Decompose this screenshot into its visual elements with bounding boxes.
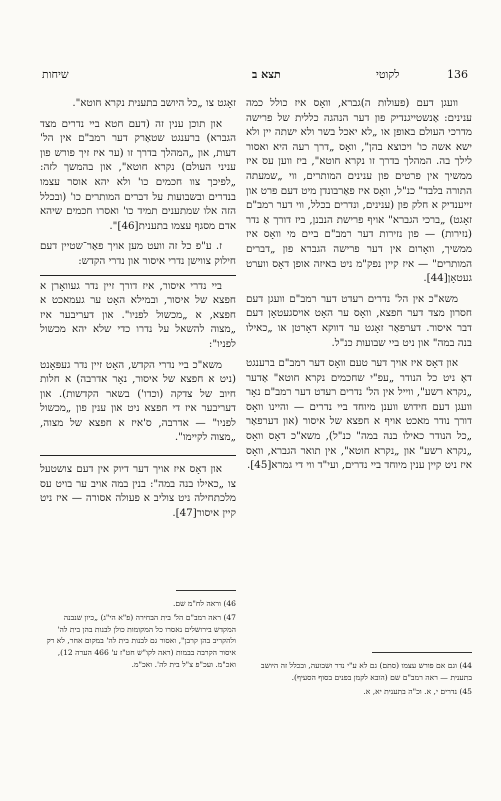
running-head-title: תצא ב <box>252 68 281 81</box>
footnote: 47) ראה רמב"ם הל' בית הבחירה (פ"א הי"ג) „כיון שנבנה המקדש בירושלים נאסרו כל המקומות כולן לבנות בהן בית לה' ולהקריב בהן קרבן", ואסור גם לבנות בית לה' במקום אחר, לא רק איסור הקרבה בבמות (ראה לקו"ש חט"ז ע' 466 הערה 12), ואכ"מ. ועכ"פ צ"ל בית לה'. ואכ"מ. <box>46 612 236 669</box>
right-paragraph: משא"כ אין הל' נדרים רעדט דער רמב"ם וועגן דעם חסרון מצד דער חפצא, וואָס ער האָט אויסגעטאָן דעם דבר איסור. דערפאַר זאָגט ער דווקא דאָרטן או „כאילו בנה במה" און ניט ביי שבועות כנ"ל. <box>246 292 472 349</box>
right-paragraph: און דאָס איז אויך דער טעם וואָס דער רמב"ם ברענגט דאָ ניט כל הנודר „עפ"י שחכמים נקרא חוטא" אַדער „נקרא רשע", ווייל אין הל' נדרים רעדט דער רמב"ם נאָר וועגן דעם חידוש ווענן מיוחד ביי נדרים — והיינו וואָס דורך נודר מאכט אויף א חפצא של איסור (און דערפאַר „כל הנודר כאילו בנה במה" כנ"ל), משא"כ דאָס וואָס „נקרא רשע" און „נקרא חוטא", אין תואר הגברא, וואָס איז ניט קיין ענין מיוחד ביי נדרים, ועי"ד ווי די גמרא[45]. <box>246 357 472 472</box>
running-head-book: לקוטי <box>376 68 400 81</box>
right-column <box>246 96 472 479</box>
left-paragraph: משא"כ ביי נדרי הקדש, האָט זיין נדר געפּאָנט (ניט א חפצא של איסור, נאָר אדרבה) א חלות חיוב של צדקה (וכדו') בשאר הקדשות). און דעריבער איז די חפצא ניט און ענין פון „מכשול לפניו" — אדרבה, ס'איז א חפצא של מצוה, „מצוה לקיימו". <box>40 358 236 444</box>
footnote: 45) נדרים י, א. וכ"ה בתענית יא, א. <box>363 686 472 696</box>
left-column <box>40 96 236 526</box>
footnote-divider <box>372 652 472 653</box>
footnote: 46) וראה לח"מ שם. <box>172 599 236 608</box>
footnote: 44) וגם אם פורש עצמו (סתם) גם לא ע"י נדר ושבועה, ובכלל זה היושב בתענית — ראה רמב"ם שם (הובא לקמן בפנים בסוף הסעיף). <box>260 661 472 682</box>
footnotes-right <box>246 660 472 699</box>
running-head <box>42 68 470 84</box>
right-paragraph: וועגן דעם (פעולות ה)גברא, וואָס איז כולל כמה ענינים: אַנשטייגנדיק פון דער הנהגה כללית של פרישה מדרכי העולם באופן או „לא יאכל בשר ולא ישתה יין ולא ישא אשה כו' ויכוצא בהן", וואָס „דרך רעה היא ואסור לילך בה. המהלך בדרך זו נקרא חוטא", ביז ווען עס איז ממשיך אין פרטים פון ענינים המותרים, ווי „שמעתה התורה בלבד" כנ"ל, וואָס איז פאַרבונדן מיט דעם פרט און זייענדיק א חלק פון (ענינים, ונדרים בכלל, ווי דער רמב"ם זאָגט) „ברכי הגברא" אויף פרישת הנבנן, ביז דורך אַ נדר (נזירות) — פון נזירות דער רמב"ם ביים מי וואָס איז ממשיך, וואָרום אין דער פרישה הגברא פון „דברים המותרים" — איז קיין נפק"מ ניט באיזה אופן דאָס ווערט געטאָן[44]. <box>246 97 472 285</box>
left-paragraph: ביי נדרי איסור, איז דורך זיין נדר געוואָרן א חפצא של איסור, ובמילא האָט ער געמאכט א חפצא, א „מכשול לפניו". און דעריבער איז „מצוה להשאל על נדרו כדי שלא יהא מכשול לפניו": <box>40 279 236 350</box>
section-heading-paragraph: ז. ע"פ כל זה וועט מען אויך פאַר־שטיין דעם חילוק צווישן נדרי איסור און נדרי הקדש: <box>40 240 236 267</box>
footnotes-left <box>40 598 236 673</box>
left-paragraph: און דאָס איז אויך דער דיוק אין דעם צושטעל צו „כאילו בנה במה": בנין במה אויב ער בויט עס מלכתחילה ניט צוליב א פעולה אסורה — איז ניט קיין איסור[47]. <box>40 463 236 519</box>
left-paragraph: און תוכן ענין זה (דעם חטא ביי נדרים מצד הגברא) ברענגט שטאַרק דער רמב"ם אין הל' דעות, און „המהלך בדרך זו (ער איז זיך פורש פון עניני העולם) נקרא חוטא", און בהמשך לזה: „לפיכך צוו חכמים כו' ולא יהא אוסר עצמו בנדרים ובשבועות על דברים המותרים כו' (ובכלל הזה אלו שמתענים תמיד כו' ואסרו חכמים שיהא אדם מסגף עצמו בתענית[46]". <box>40 117 236 232</box>
page-number: 136 <box>447 68 468 81</box>
footnote-divider <box>176 590 236 591</box>
boxed-passage <box>40 275 236 457</box>
running-head-section: שיחות <box>42 68 69 81</box>
left-paragraph: זאָגט צו „כל היושב בתענית נקרא חוטא". <box>72 97 236 109</box>
